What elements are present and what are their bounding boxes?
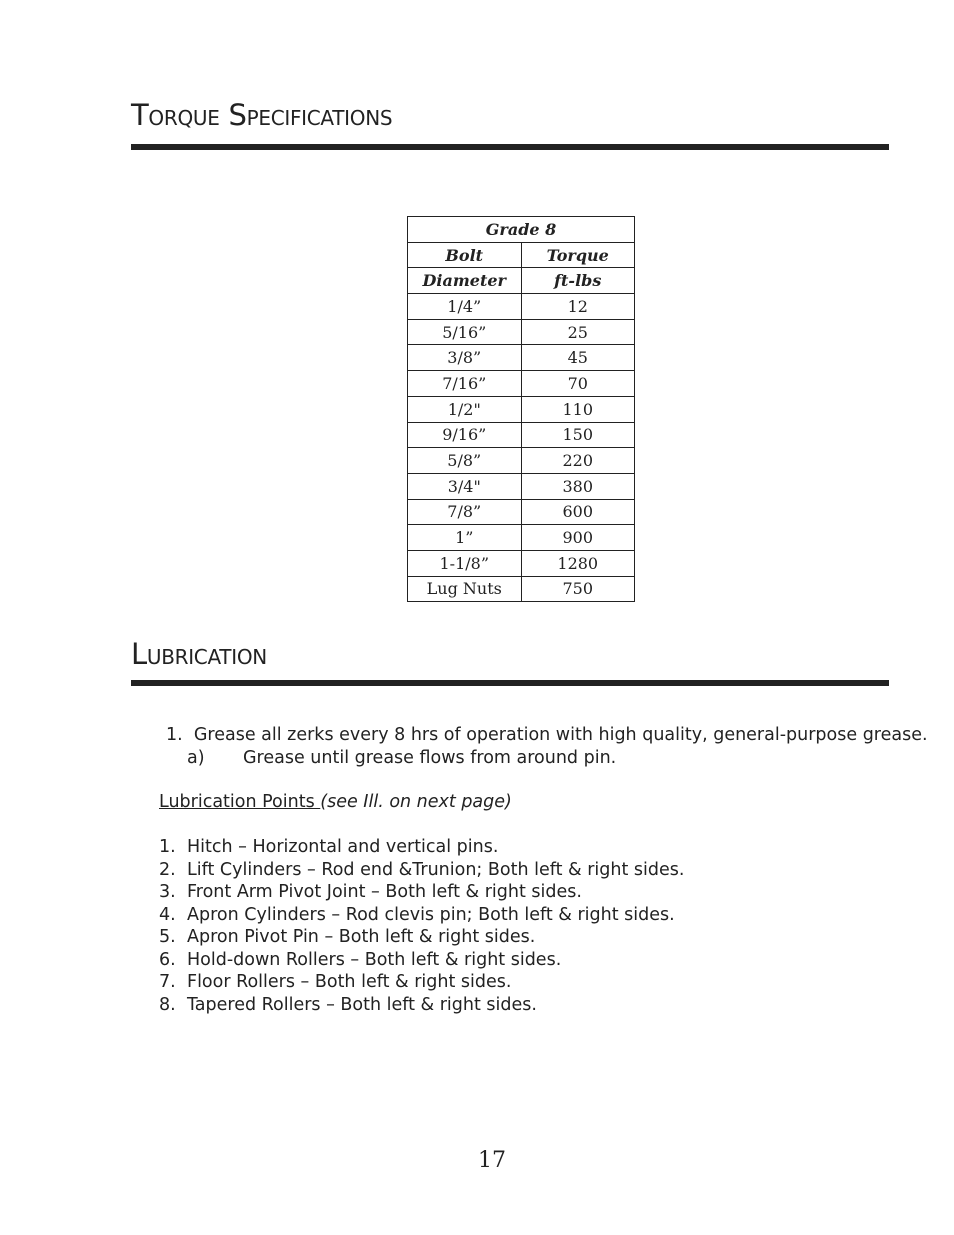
step-text: Grease all zerks every 8 hrs of operation with high quality, general-purpose grease. [193,725,928,745]
table-row [408,242,635,268]
torque-value-cell: 220 [521,448,635,474]
torque-value-cell: 45 [521,345,635,371]
list-item-number: 5. [159,927,176,947]
list-item [159,926,684,949]
torque-value-cell: 12 [521,294,635,320]
torque-value-cell: 380 [521,473,635,499]
lubrication-points-heading [159,791,512,814]
torque-value-cell: 900 [521,525,635,551]
grade-header: Grade 8 [408,217,635,243]
column-header-torque: Torque [521,242,635,268]
bolt-diameter-cell: 7/8” [408,499,522,525]
bolt-diameter-cell: 7/16” [408,371,522,397]
list-item [159,881,684,904]
list-item-number: 2. [159,859,176,880]
page-number: 17 [478,1148,506,1173]
list-item [159,949,684,972]
substep-text: Grease until grease flows from around pin. [243,748,617,768]
column-header-diameter: Diameter [408,268,522,294]
list-item-number: 4. [159,904,176,925]
table-row [408,268,635,294]
lubrication-points-list [159,836,684,1016]
list-item-number: 1. [159,837,176,857]
list-item-number: 8. [159,994,176,1015]
table-row [408,319,635,345]
table-row [408,396,635,422]
list-item-text: Apron Pivot Pin – Both left & right sides. [187,927,536,947]
list-item-number: 6. [159,949,176,970]
list-item-number: 7. [159,972,176,992]
bolt-diameter-cell: 5/16” [408,319,522,345]
list-item-number: 3. [159,882,176,902]
table-row [408,550,635,576]
torque-value-cell: 600 [521,499,635,525]
bolt-diameter-cell: 5/8” [408,448,522,474]
lubrication-step [166,724,928,747]
torque-value-cell: 25 [521,319,635,345]
bolt-diameter-cell: Lug Nuts [408,576,522,602]
column-header-units: ft-lbs [521,268,635,294]
list-item [159,904,684,927]
table-row [408,448,635,474]
list-item [159,994,684,1017]
bolt-diameter-cell: 3/4" [408,473,522,499]
list-item [159,836,684,859]
bolt-diameter-cell: 1/2" [408,396,522,422]
torque-value-cell: 110 [521,396,635,422]
points-heading-text: Lubrication Points [159,792,321,812]
section-divider [131,680,889,686]
list-item-text: Apron Cylinders – Rod clevis pin; Both left & right sides. [187,904,675,925]
list-item-text: Front Arm Pivot Joint – Both left & right sides. [187,882,582,902]
substep-label: a) [187,748,205,768]
bolt-diameter-cell: 9/16” [408,422,522,448]
torque-specifications-heading: Torque Specifications [131,98,393,132]
bolt-diameter-cell: 1-1/8” [408,550,522,576]
table-row [408,217,635,243]
lubrication-heading: Lubrication [131,637,267,671]
table-row [408,422,635,448]
torque-value-cell: 150 [521,422,635,448]
table-row [408,371,635,397]
table-row [408,525,635,551]
column-header-bolt: Bolt [408,242,522,268]
list-item-text: Floor Rollers – Both left & right sides. [187,972,512,992]
bolt-diameter-cell: 1” [408,525,522,551]
table-row [408,294,635,320]
torque-table [407,216,635,602]
table-row [408,576,635,602]
table-row [408,499,635,525]
points-note: (see Ill. on next page) [320,792,512,812]
list-item [159,859,684,882]
table-row [408,345,635,371]
list-item-text: Hitch – Horizontal and vertical pins. [187,837,499,857]
torque-value-cell: 70 [521,371,635,397]
bolt-diameter-cell: 1/4” [408,294,522,320]
list-item [159,971,684,994]
list-item-text: Hold-down Rollers – Both left & right sides. [187,949,562,970]
torque-value-cell: 750 [521,576,635,602]
table-row [408,473,635,499]
list-item-text: Tapered Rollers – Both left & right sides. [187,994,537,1015]
bolt-diameter-cell: 3/8” [408,345,522,371]
lubrication-substep [187,747,617,770]
list-item-text: Lift Cylinders – Rod end &Trunion; Both left & right sides. [187,859,685,880]
section-divider [131,144,889,150]
torque-value-cell: 1280 [521,550,635,576]
step-number: 1. [166,725,183,745]
